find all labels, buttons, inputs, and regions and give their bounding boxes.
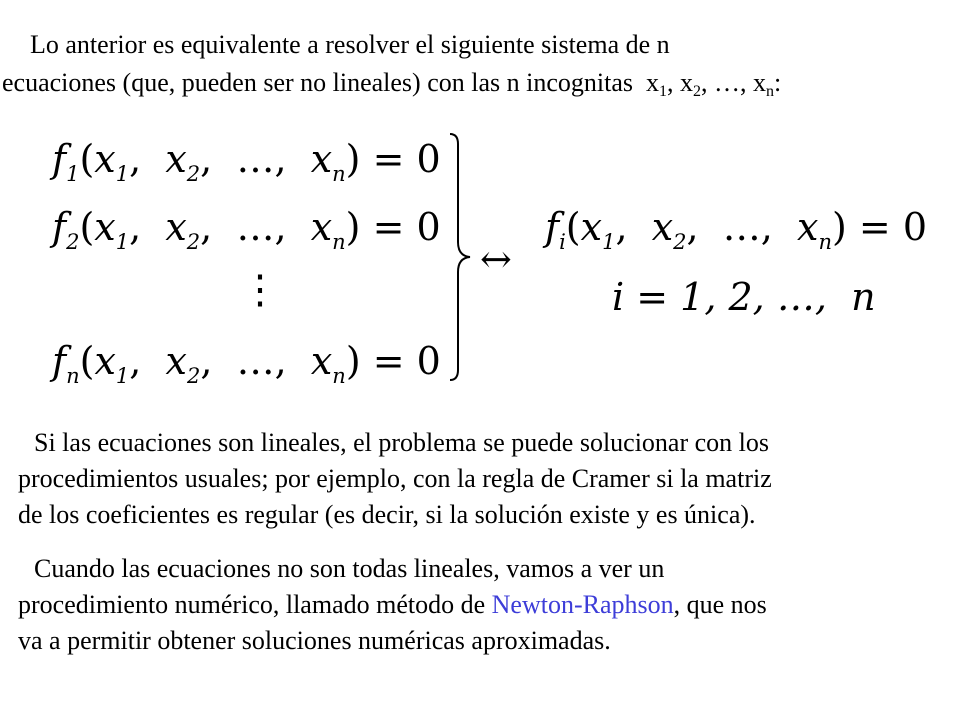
- equation-2: $f_2(x_1$, $x_2$, …, $x_n) = 0$: [52, 205, 441, 254]
- intro-line-1: Lo anterior es equivalente a resolver el siguiente sistema de n: [30, 30, 670, 59]
- paragraph-1-line-1: Si las ecuaciones son lineales, el problema se puede solucionar con los: [34, 428, 770, 457]
- paragraph-2-line-2: [18, 590, 767, 620]
- vertical-dots: ⋮: [240, 267, 280, 313]
- paragraph-1-line-2: procedimientos usuales; por ejemplo, con la regla de Cramer si la matriz: [18, 464, 772, 493]
- paragraph-2-line-2-before: procedimiento numérico, llamado método de: [18, 590, 492, 619]
- index-range: i = 1, 2, …, n: [612, 275, 876, 319]
- paragraph-2-line-2-after: , que nos: [673, 590, 767, 619]
- var-x1: $x_1$,: [646, 68, 680, 100]
- intro-line-2-text: ecuaciones (que, pueden ser no lineales) con las n incognitas: [2, 68, 633, 97]
- equation-1: $f_1(x_1$, $x_2$, …, $x_n) = 0$: [52, 137, 441, 186]
- paragraph-1-line-3: de los coeficientes es regular (es decir, si la solución existe y es única).: [18, 500, 756, 529]
- paragraph-2-line-3: va a permitir obtener soluciones numéricas aproximadas.: [18, 626, 611, 655]
- var-xn: $x_n$:: [753, 68, 782, 100]
- newton-raphson-link[interactable]: Newton-Raphson: [491, 590, 674, 619]
- right-brace-icon: [448, 130, 480, 385]
- equation-n: $f_n(x_1$, $x_2$, …, $x_n) = 0$: [52, 339, 441, 388]
- equivalence-arrow-icon: ↔: [480, 237, 512, 281]
- var-x2: $x_2$,: [680, 68, 714, 100]
- compact-equation: $f_i(x_1$, $x_2$, …, $x_n) = 0$: [545, 205, 928, 254]
- paragraph-2-line-1: Cuando las ecuaciones no son todas lineales, vamos a ver un: [34, 554, 665, 583]
- intro-line-2: [2, 68, 781, 98]
- intro-ellipsis: …,: [714, 68, 753, 97]
